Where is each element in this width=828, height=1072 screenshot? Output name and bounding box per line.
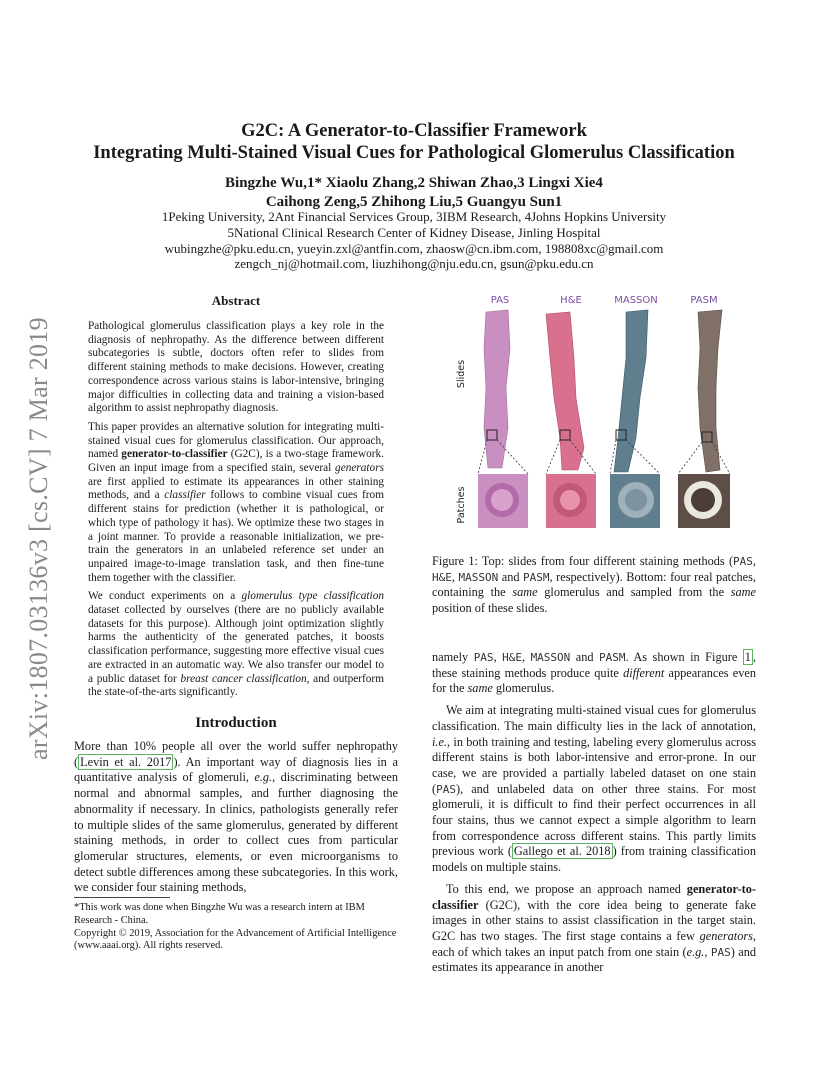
title-line-2: Integrating Multi-Stained Visual Cues for Pathological Glomerulus Classification (93, 143, 735, 163)
footnote: *This work was done when Bingzhe Wu was a research intern at IBM Research - China. (74, 902, 365, 926)
paper-title (60, 120, 768, 164)
affiliations (60, 209, 768, 272)
row-label-patches: Patches (456, 486, 467, 524)
patch-he (546, 474, 596, 528)
title-line-1: G2C: A Generator-to-Classifier Framework (241, 121, 587, 141)
figure-1 (450, 288, 770, 550)
body-paragraph: To this end, we propose an approach named generator-to-classifier (G2C), with the core idea being to generate fake images in other stains to assist classification in the target stain. G2C has two stages. The first stage contains a few generators, each of which takes an input patch from one stain (e.g., PAS) and estimates its appearance in another (432, 881, 756, 975)
authors-line-2: Caihong Zeng,5 Zhihong Liu,5 Guangyu Sun1 (265, 194, 563, 210)
row-label-slides: Slides (456, 359, 467, 389)
figure-1-caption: Figure 1: Top: slides from four different staining methods (PAS, H&E, MASSON and PASM, respectively). Bottom: four real patches, containing the same glomerulus and sampled from the same position of these slides. (432, 554, 756, 615)
patch-pas (478, 474, 528, 528)
right-column-body (432, 650, 756, 982)
patch-masson (610, 474, 660, 528)
abstract-body (88, 320, 384, 705)
affiliation-line: 5National Clinical Research Center of Kidney Disease, Jinling Hospital (227, 224, 601, 240)
author-list (60, 174, 768, 212)
abstract-heading: Abstract (211, 293, 261, 308)
footnotes (74, 902, 398, 953)
email-line: zengch_nj@hotmail.com, liuzhihong@nju.edu.cn, gsun@pku.edu.cn (234, 256, 594, 272)
body-paragraph: namely PAS, H&E, MASSON and PASM. As shown in Figure 1 , these staining methods produce quite different appearances even for the same glomerulus. (432, 650, 757, 696)
authors-line-1: Bingzhe Wu,1* Xiaolu Zhang,2 Shiwan Zhao,3 Lingxi Xie4 (225, 175, 603, 191)
abstract-paragraph: We conduct experiments on a glomerulus type classification dataset collected by ourselves (there are no publicly available datasets for this purpose). Although joint optimization slightly harms the authenticity of the generated patches, it boosts classification performance, suggesting more effective visual cues are extracted in an automatic way. We also transfer our model to a public dataset for breast cancer classification, and outperform the state-of-the-arts significantly. (88, 590, 384, 699)
copyright-notice: Copyright © 2019, Association for the Advancement of Artificial Intelligence (www.aaai.org). All rights reserved. (74, 927, 397, 952)
citation-link[interactable]: Gallego et al. 2018 (513, 844, 611, 859)
footnote-divider (74, 897, 170, 898)
introduction-heading: Introduction (195, 715, 277, 731)
slide-pas (484, 310, 510, 468)
slide-pasm (698, 310, 722, 472)
citation-link[interactable]: Levin et al. 2017 (80, 754, 172, 769)
slide-masson (614, 310, 648, 472)
introduction-paragraph: More than 10% people all over the world suffer nephropathy ( Levin et al. 2017 ). An important way of diagnosis lies in a quantitative analysis of glomeruli, e.g., discriminating between normal and abnormal samples, and further diagnosing the abnormality if necessary. In clinics, pathologists generally refer to multiple slides of the same glomerulus, generated by different staining methods, in order to collect cues from particular glomerular structures, elements, or even microorganisms to detect subtle differences among these subcategories. In this work, we consider four staining methods, (74, 739, 399, 895)
body-paragraph: We aim at integrating multi-stained visual cues for glomerulus classification. The main difficulty lies in the lack of annotation, i.e., in both training and testing, labeling every glomerulus across different stains is both labor-intensive and error-prone. In our case, we are provided a partially labeled dataset on one stain (PAS), and unlabeled data on other three stains. For most glomeruli, it is difficult to find their perfect occurrences in all four stains, thus we cannot expect a simple algorithm to learn from correspondence across different stains. This partly limits previous work ( Gallego et al. 2018 ) from training classification models on multiple stains. (432, 703, 756, 875)
figure-1-image (450, 288, 770, 550)
figure-reference-link[interactable]: 1 (744, 650, 751, 664)
patch-pasm (678, 474, 730, 528)
arxiv-identifier: arXiv:1807.03136v3 [cs.CV] 7 Mar 2019 (24, 317, 53, 760)
email-line: wubingzhe@pku.edu.cn, yueyin.zxl@antfin.com, zhaosw@cn.ibm.com, 198808xc@gmail.com (164, 240, 664, 256)
stain-label-pas: PAS (490, 295, 510, 306)
abstract-paragraph: Pathological glomerulus classification plays a key role in the diagnosis of nephropathy. As the difference between different subcategories is subtle, doctors often refer to slides from different staining methods to make decisions. However, creating correspondence across various stains is labor-intensive, bringing major difficulties in collecting data and training a vision-based algorithm to assist nephropathy diagnosis. (88, 320, 384, 415)
abstract-paragraph: This paper provides an alternative solution for integrating multi-stained visual cues for glomerulus classification. Our approach, named generator-to-classifier (G2C), is a two-stage framework. Given an input image from a specified stain, several generators are first applied to estimate its appearances in other staining methods, and a classifier follows to combine visual cues from different stains for prediction (whether it is pathological, or which type of pathology it has). We optimize these two stages in a joint manner. To provide a reasonable initialization, we pre-train the generators in an unlabeled reference set under an unpaired image-to-image translation task, and then fine-tune them together with the classifier. (88, 420, 384, 584)
affiliation-line: 1Peking University, 2Ant Financial Services Group, 3IBM Research, 4Johns Hopkins University (161, 209, 667, 224)
slide-he (546, 312, 584, 470)
stain-label-masson: MASSON (614, 295, 658, 306)
stain-label-pasm: PASM (690, 295, 718, 306)
stain-label-he: H&E (560, 295, 582, 306)
